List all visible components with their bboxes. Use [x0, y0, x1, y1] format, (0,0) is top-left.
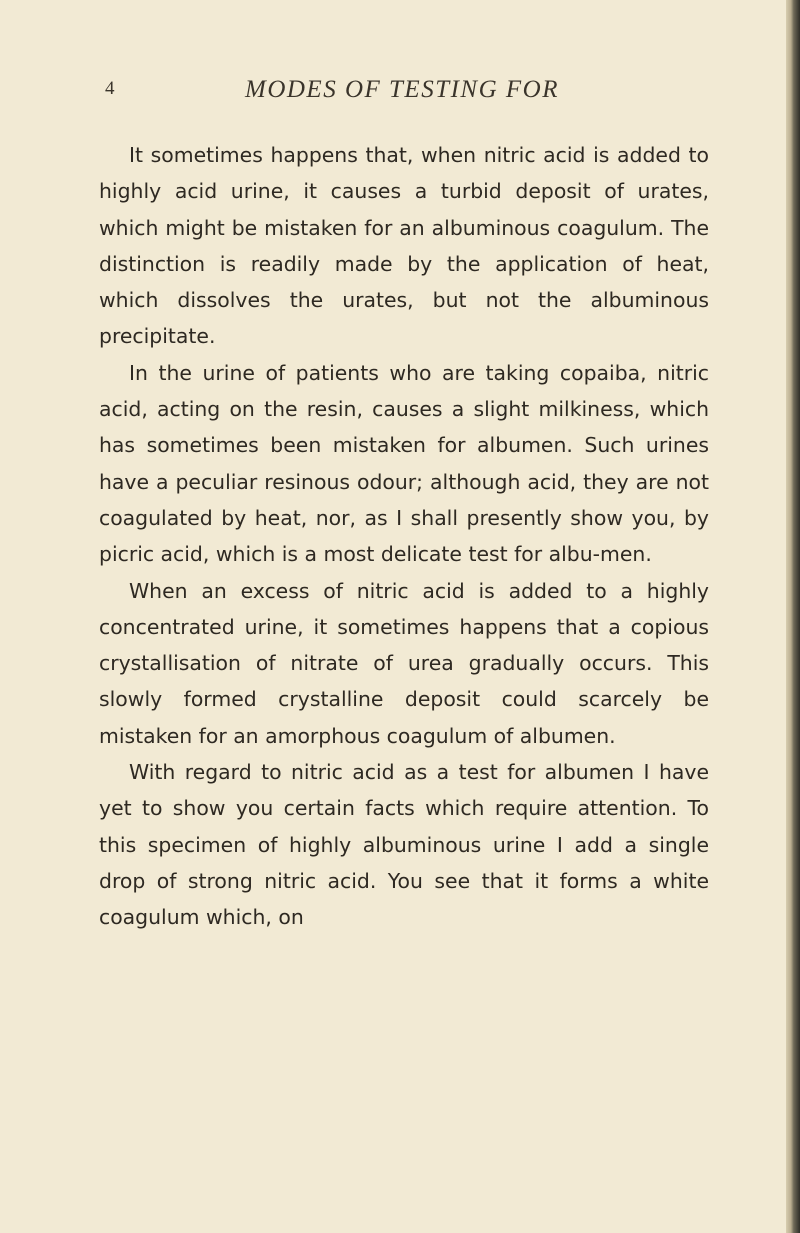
running-head: MODES OF TESTING FOR [245, 76, 560, 103]
page-number: 4 [105, 78, 115, 99]
page-header [105, 76, 705, 106]
paragraph-urea-nitrate: When an excess of nitric acid is added to a highly concentrated urine, it sometimes happens that a copious crystallisation of nitrate of urea gradually occurs. This slowly formed crystalline deposit could scarcely be mistaken for an amorphous coagulum of albumen. [99, 578, 709, 748]
paragraph-copaiba: In the urine of patients who are taking copaiba, nitric acid, acting on the resin, causes a slight milkiness, which has sometimes been mistaken for albumen. Such urines have a peculiar resinous odour; although acid, they are not coagulated by heat, nor, as I shall presently show you, by picric acid, which is a most delicate test for albu-men. [99, 360, 709, 567]
body-text [99, 137, 709, 936]
page-edge-shadow [786, 0, 800, 1233]
paragraph-nitric-acid-test: With regard to nitric acid as a test for albumen I have yet to show you certain facts which require attention. To this specimen of highly albuminous urine I add a single drop of strong nitric acid. You see that it forms a white coagulum which, on [99, 760, 709, 930]
paragraph-urates: It sometimes happens that, when nitric acid is added to highly acid urine, it causes a turbid deposit of urates, which might be mistaken for an albuminous coagulum. The distinction is readily made by the application of heat, which dissolves the urates, but not the albuminous precipitate. [99, 143, 709, 349]
